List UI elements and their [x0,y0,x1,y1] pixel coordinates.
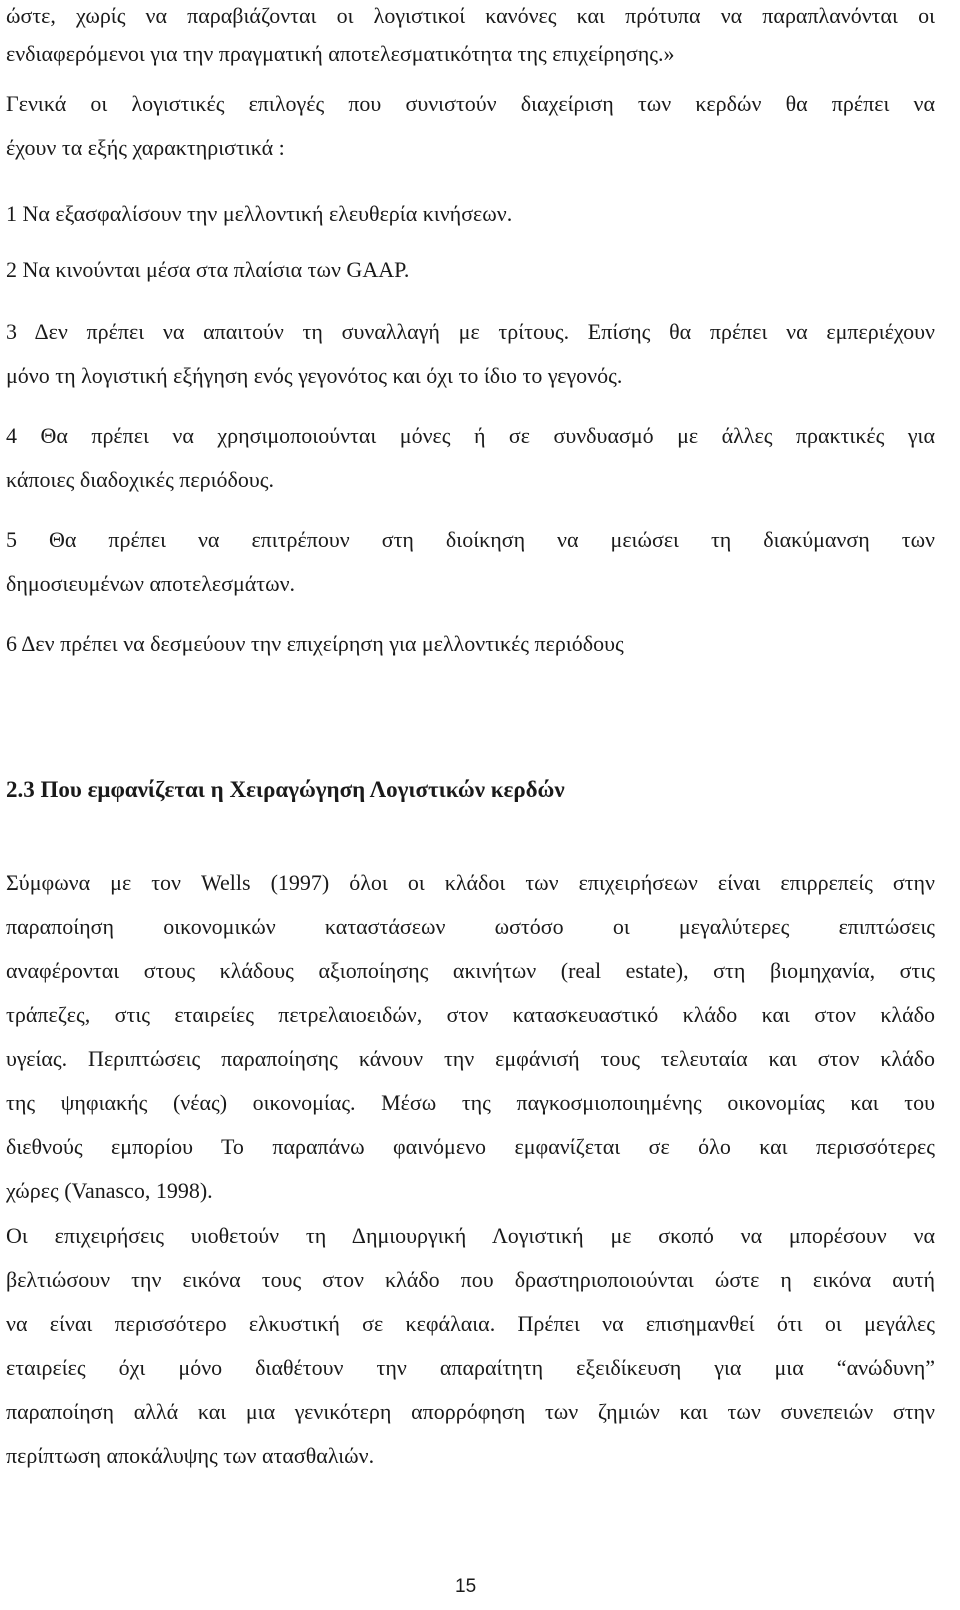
list-item: 1 Να εξασφαλίσουν την μελλοντική ελευθερία κινήσεων. [6,201,513,226]
paragraph-line: εταιρείες όχι μόνο διαθέτουν την απαραίτητη εξειδίκευση για μια “ανώδυνη” [6,1355,935,1380]
paragraph-line: να είναι περισσότερο ελκυστική σε κεφάλαια. Πρέπει να επισημανθεί ότι οι μεγάλες [6,1311,935,1336]
paragraph-line: διεθνούς εμπορίου Το παραπάνω φαινόμενο εμφανίζεται σε όλο και περισσότερες [6,1134,935,1159]
page-number: 15 [455,1576,477,1597]
list-item-continuation: κάποιες διαδοχικές περιόδους. [6,467,275,492]
list-item: 3 Δεν πρέπει να απαιτούν τη συναλλαγή με τρίτους. Επίσης θα πρέπει να εμπεριέχουν [6,319,935,344]
paragraph-line: ενδιαφερόμενοι για την πραγματική αποτελεσματικότητα της επιχείρησης.» [6,41,675,66]
paragraph-line: Σύμφωνα με τον Wells (1997) όλοι οι κλάδοι των επιχειρήσεων είναι επιρρεπείς στην [6,870,935,895]
paragraph-line: τράπεζες, στις εταιρείες πετρελαιοειδών, στον κατασκευαστικό κλάδο και στον κλάδο [6,1002,935,1027]
paragraph-line: Οι επιχειρήσεις υιοθετούν τη Δημιουργική Λογιστική με σκοπό να μπορέσουν να [6,1223,935,1248]
list-item: 6 Δεν πρέπει να δεσμεύουν την επιχείρηση για μελλοντικές περιόδους [6,631,624,656]
list-item-continuation: δημοσιευμένων αποτελεσμάτων. [6,571,296,596]
paragraph-line: παραποίηση αλλά και μια γενικότερη απορρόφηση των ζημιών και των συνεπειών στην [6,1399,935,1424]
paragraph-line: υγείας. Περιπτώσεις παραποίησης κάνουν την εμφάνισή τους τελευταία και στον κλάδο [6,1046,935,1071]
paragraph-line: ώστε, χωρίς να παραβιάζονται οι λογιστικοί κανόνες και πρότυπα να παραπλανόνται οι [6,3,935,28]
paragraph-line: περίπτωση αποκάλυψης των ατασθαλιών. [6,1443,375,1468]
paragraph-line: αναφέρονται στους κλάδους αξιοποίησης ακινήτων (real estate), στη βιομηχανία, στις [6,958,935,983]
paragraph-line: έχουν τα εξής χαρακτηριστικά : [6,135,285,160]
list-item: 2 Να κινούνται μέσα στα πλαίσια των GAAP. [6,257,410,282]
paragraph-line: χώρες (Vanasco, 1998). [6,1178,213,1203]
paragraph-line: της ψηφιακής (νέας) οικονομίας. Μέσω της παγκοσμιοποιημένης οικονομίας και του [6,1090,935,1115]
paragraph-line: παραποίηση οικονομικών καταστάσεων ωστόσο οι μεγαλύτερες επιπτώσεις [6,914,935,939]
list-item: 4 Θα πρέπει να χρησιμοποιούνται μόνες ή σε συνδυασμό με άλλες πρακτικές για [6,423,935,448]
paragraph-line: βελτιώσουν την εικόνα τους στον κλάδο που δραστηριοποιούνται ώστε η εικόνα αυτή [6,1267,935,1292]
list-item: 5 Θα πρέπει να επιτρέπουν στη διοίκηση να μειώσει τη διακύμανση των [6,527,935,552]
section-heading: 2.3 Που εμφανίζεται η Χειραγώγηση Λογιστικών κερδών [6,777,565,802]
paragraph-line: Γενικά οι λογιστικές επιλογές που συνιστούν διαχείριση των κερδών θα πρέπει να [6,91,935,116]
list-item-continuation: μόνο τη λογιστική εξήγηση ενός γεγονότος και όχι το ίδιο το γεγονός. [6,363,623,388]
